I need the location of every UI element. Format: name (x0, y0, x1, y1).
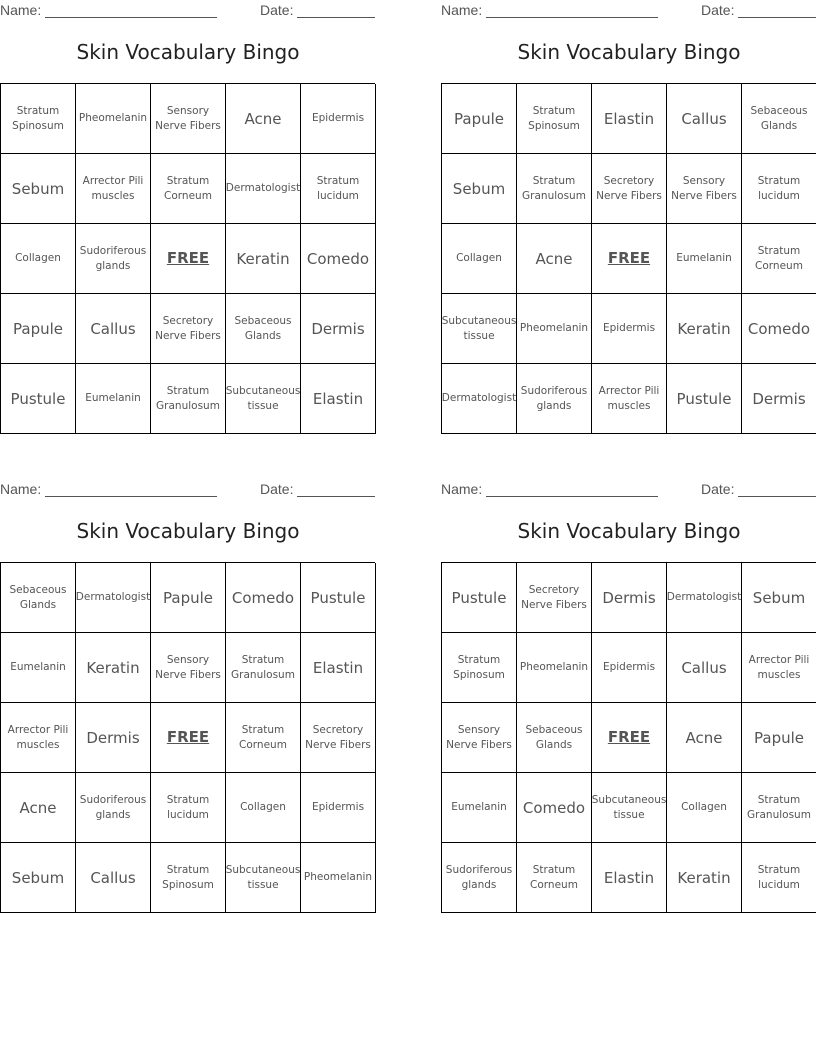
bingo-cell[interactable]: Stratum Granulosum (151, 364, 226, 434)
bingo-cell[interactable]: Epidermis (592, 294, 667, 364)
bingo-cell[interactable]: Stratum Spinosum (517, 84, 592, 154)
free-space-cell[interactable]: FREE (151, 703, 226, 773)
bingo-cell[interactable]: Dermatologist (76, 563, 151, 633)
date-label: Date: (701, 2, 735, 18)
bingo-cell[interactable]: Callus (667, 84, 742, 154)
bingo-cell[interactable]: Dermatologist (442, 364, 517, 434)
free-space-cell[interactable]: FREE (592, 224, 667, 294)
bingo-cell[interactable]: Comedo (517, 773, 592, 843)
bingo-cell[interactable]: Stratum Granulosum (226, 633, 301, 703)
bingo-cell[interactable]: Sebum (1, 843, 76, 913)
bingo-cell[interactable]: Sudoriferous glands (517, 364, 592, 434)
bingo-cell[interactable]: Acne (517, 224, 592, 294)
bingo-cell[interactable]: Pustule (301, 563, 376, 633)
bingo-cell[interactable]: Keratin (667, 294, 742, 364)
bingo-cell[interactable]: Sebaceous Glands (226, 294, 301, 364)
bingo-cell[interactable]: Eumelanin (76, 364, 151, 434)
bingo-cell[interactable]: Elastin (301, 633, 376, 703)
bingo-grid (0, 83, 375, 434)
bingo-cell[interactable]: Collagen (667, 773, 742, 843)
bingo-cell[interactable]: Sensory Nerve Fibers (667, 154, 742, 224)
bingo-cell[interactable]: Stratum lucidum (301, 154, 376, 224)
date-blank-line[interactable] (738, 496, 816, 497)
bingo-cell[interactable]: Papule (1, 294, 76, 364)
bingo-cell[interactable]: Callus (76, 294, 151, 364)
bingo-cell[interactable]: Sebaceous Glands (1, 563, 76, 633)
bingo-cell[interactable]: Keratin (76, 633, 151, 703)
date-label: Date: (260, 2, 294, 18)
card-title: Skin Vocabulary Bingo (76, 40, 300, 64)
bingo-cell[interactable]: Acne (226, 84, 301, 154)
bingo-cell[interactable]: Arrector Pili muscles (76, 154, 151, 224)
name-date-row (0, 2, 376, 20)
bingo-cell[interactable]: Collagen (442, 224, 517, 294)
bingo-cell[interactable]: Callus (667, 633, 742, 703)
bingo-cell[interactable]: Stratum Granulosum (517, 154, 592, 224)
bingo-cell[interactable]: Elastin (301, 364, 376, 434)
bingo-cell[interactable]: Dermis (301, 294, 376, 364)
name-label: Name: (0, 481, 42, 497)
bingo-cell[interactable]: Elastin (592, 843, 667, 913)
bingo-cell[interactable]: Comedo (226, 563, 301, 633)
bingo-cell[interactable]: Stratum Spinosum (442, 633, 517, 703)
card-title: Skin Vocabulary Bingo (76, 519, 300, 543)
bingo-cell[interactable]: Sensory Nerve Fibers (442, 703, 517, 773)
bingo-cell[interactable]: Sensory Nerve Fibers (151, 84, 226, 154)
bingo-cell[interactable]: Sebaceous Glands (517, 703, 592, 773)
bingo-cell[interactable]: Subcutaneous tissue (226, 364, 301, 434)
bingo-cell[interactable]: Pustule (442, 563, 517, 633)
bingo-grid (441, 562, 816, 913)
bingo-cell[interactable]: Dermatologist (226, 154, 301, 224)
bingo-cell[interactable]: Dermis (592, 563, 667, 633)
name-blank-line[interactable] (486, 17, 658, 18)
free-space-cell[interactable]: FREE (592, 703, 667, 773)
bingo-cell[interactable]: Stratum lucidum (742, 843, 816, 913)
bingo-card-1 (0, 0, 376, 436)
bingo-cell[interactable]: Sebaceous Glands (742, 84, 816, 154)
bingo-cell[interactable]: Arrector Pili muscles (1, 703, 76, 773)
bingo-cell[interactable]: Stratum Granulosum (742, 773, 816, 843)
bingo-cell[interactable]: Callus (76, 843, 151, 913)
bingo-cell[interactable]: Eumelanin (442, 773, 517, 843)
card-title: Skin Vocabulary Bingo (517, 40, 741, 64)
bingo-cell[interactable]: Elastin (592, 84, 667, 154)
bingo-cell[interactable]: Subcutaneous tissue (592, 773, 667, 843)
bingo-cell[interactable]: Stratum Corneum (517, 843, 592, 913)
name-label: Name: (0, 2, 42, 18)
bingo-cell[interactable]: Secretory Nerve Fibers (301, 703, 376, 773)
name-blank-line[interactable] (486, 496, 658, 497)
bingo-cell[interactable]: Stratum Corneum (226, 703, 301, 773)
bingo-card-3 (0, 479, 376, 915)
card-title: Skin Vocabulary Bingo (517, 519, 741, 543)
name-date-row (441, 481, 816, 499)
bingo-cell[interactable]: Stratum Spinosum (1, 84, 76, 154)
bingo-cell[interactable]: Arrector Pili muscles (592, 364, 667, 434)
bingo-cell[interactable]: Sudoriferous glands (76, 773, 151, 843)
bingo-cell[interactable]: Collagen (1, 224, 76, 294)
bingo-cell[interactable]: Pheomelanin (76, 84, 151, 154)
bingo-cell[interactable]: Stratum lucidum (742, 154, 816, 224)
bingo-cell[interactable]: Eumelanin (1, 633, 76, 703)
name-blank-line[interactable] (45, 17, 217, 18)
date-blank-line[interactable] (297, 496, 375, 497)
bingo-cell[interactable]: Pustule (1, 364, 76, 434)
free-space-cell[interactable]: FREE (151, 224, 226, 294)
name-blank-line[interactable] (45, 496, 217, 497)
bingo-cell[interactable]: Sudoriferous glands (442, 843, 517, 913)
bingo-cell[interactable]: Pheomelanin (517, 294, 592, 364)
bingo-cell[interactable]: Sebum (442, 154, 517, 224)
bingo-cell[interactable]: Secretory Nerve Fibers (592, 154, 667, 224)
bingo-cell[interactable]: Subcutaneous tissue (226, 843, 301, 913)
bingo-card-2 (441, 0, 816, 436)
bingo-cell[interactable]: Dermis (742, 364, 816, 434)
bingo-cell[interactable]: Sebum (1, 154, 76, 224)
bingo-cell[interactable]: Sebum (742, 563, 816, 633)
date-blank-line[interactable] (297, 17, 375, 18)
bingo-cell[interactable]: Eumelanin (667, 224, 742, 294)
bingo-cell[interactable]: Collagen (226, 773, 301, 843)
bingo-cell[interactable]: Papule (742, 703, 816, 773)
bingo-cell[interactable]: Epidermis (592, 633, 667, 703)
bingo-cell[interactable]: Arrector Pili muscles (742, 633, 816, 703)
name-date-row (441, 2, 816, 20)
bingo-cell[interactable]: Keratin (226, 224, 301, 294)
bingo-cell[interactable]: Stratum Corneum (742, 224, 816, 294)
date-label: Date: (260, 481, 294, 497)
bingo-cell[interactable]: Sensory Nerve Fibers (151, 633, 226, 703)
bingo-cell[interactable]: Pustule (667, 364, 742, 434)
bingo-grid (441, 83, 816, 434)
bingo-cell[interactable]: Pheomelanin (517, 633, 592, 703)
bingo-cell[interactable]: Subcutaneous tissue (442, 294, 517, 364)
bingo-cell[interactable]: Papule (151, 563, 226, 633)
date-blank-line[interactable] (738, 17, 816, 18)
date-label: Date: (701, 481, 735, 497)
bingo-cell[interactable]: Acne (1, 773, 76, 843)
bingo-cell[interactable]: Pheomelanin (301, 843, 376, 913)
bingo-cell[interactable]: Comedo (301, 224, 376, 294)
bingo-cell[interactable]: Dermis (76, 703, 151, 773)
name-date-row (0, 481, 376, 499)
name-label: Name: (441, 481, 483, 497)
bingo-cell[interactable]: Stratum Corneum (151, 154, 226, 224)
bingo-grid (0, 562, 375, 913)
bingo-cell[interactable]: Stratum Spinosum (151, 843, 226, 913)
bingo-cell[interactable]: Epidermis (301, 773, 376, 843)
bingo-cell[interactable]: Secretory Nerve Fibers (517, 563, 592, 633)
bingo-cell[interactable]: Epidermis (301, 84, 376, 154)
bingo-cell[interactable]: Stratum lucidum (151, 773, 226, 843)
bingo-cell[interactable]: Sudoriferous glands (76, 224, 151, 294)
bingo-card-4 (441, 479, 816, 915)
bingo-cell[interactable]: Secretory Nerve Fibers (151, 294, 226, 364)
bingo-cell[interactable]: Papule (442, 84, 517, 154)
bingo-cell[interactable]: Keratin (667, 843, 742, 913)
bingo-cell[interactable]: Comedo (742, 294, 816, 364)
bingo-cell[interactable]: Dermatologist (667, 563, 742, 633)
name-label: Name: (441, 2, 483, 18)
bingo-cell[interactable]: Acne (667, 703, 742, 773)
